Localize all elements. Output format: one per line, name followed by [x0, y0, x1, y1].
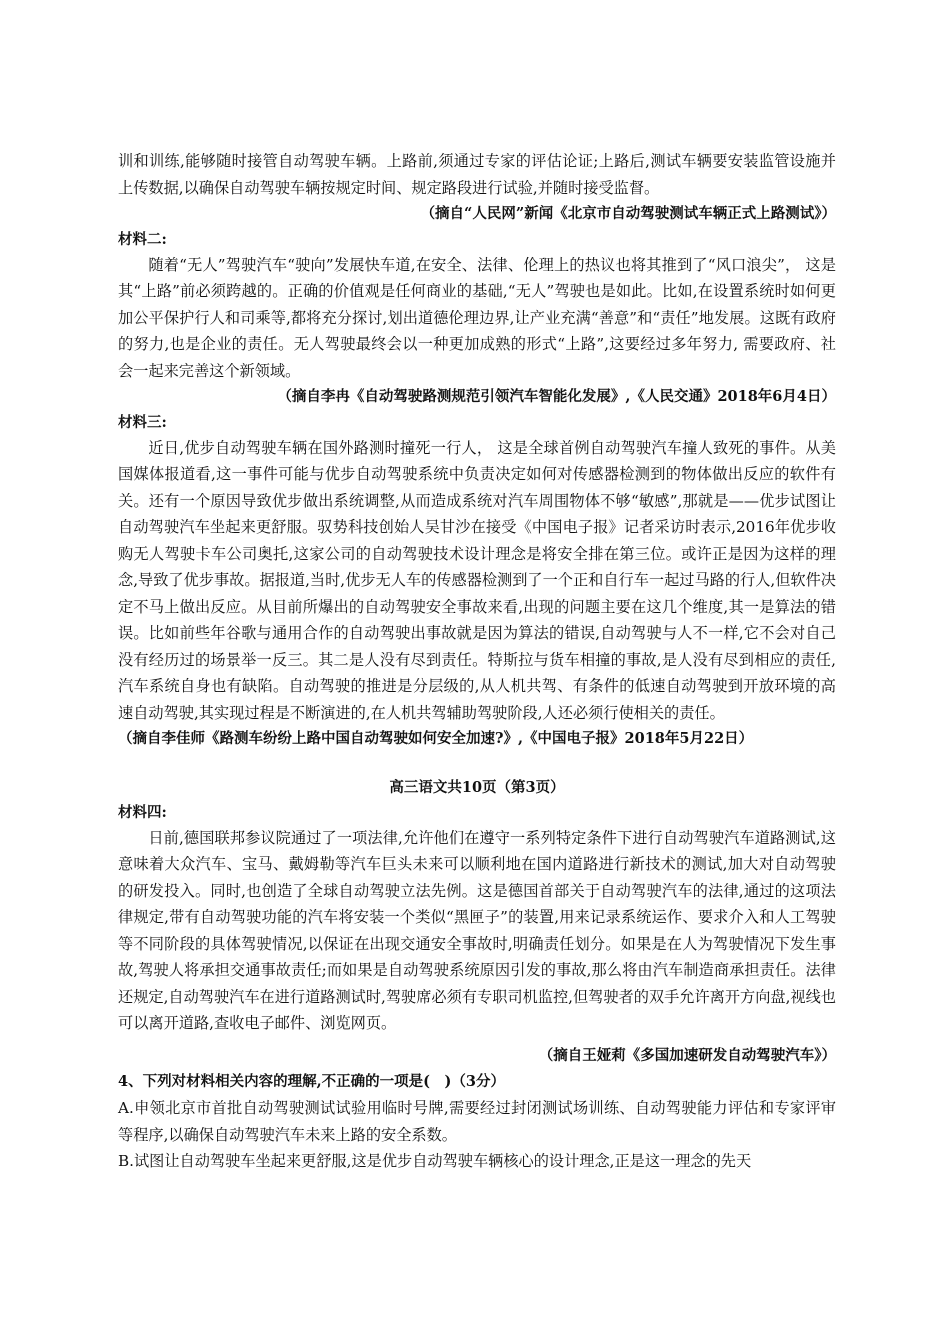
question-title: 4、下列对材料相关内容的理解,不正确的一项是( )（3分）	[118, 1073, 505, 1090]
option-b: B.试图让自动驾驶车坐起来更舒服,这是优步自动驾驶车辆核心的设计理念,正是这一理念的先天	[118, 1152, 752, 1170]
material2-text: 随着“无人”驾驶汽车“驶向”发展快车道,在安全、法律、伦理上的热议也将其推到了“风口浪尖”， 这是其“上路”前必须跨越的。正确的价值观是任何商业的基础,“无人”驾驶也是如此。比如,在设置系统时如何更加公平保护行人和司乘等,都将充分探讨,划出道德伦理边界,让产业充满“善意”和“责任”地发展。这既有政府的努力,也是企业的责任。无人驾驶最终会以一种更加成熟的形式“上路”,这要经过多年努力, 需要政府、社会一起来完善这个新领域。	[118, 255, 836, 380]
option-a: A.申领北京市首批自动驾驶测试试验用临时号牌,需要经过封闭测试场训练、自动驾驶能力评估和专家评审等程序,以确保自动驾驶汽车未来上路的安全系数。	[118, 1099, 836, 1144]
material3-heading: 材料三:	[118, 413, 167, 431]
material3-text: 近日,优步自动驾驶车辆在国外路测时撞死一行人， 这是全球首例自动驾驶汽车撞人致死的事件。从美国媒体报道看,这一事件可能与优步自动驾驶系统中负责决定如何对传感器检测到的物体做出反应的软件有关。还有一个原因导致优步做出系统调整,从而造成系统对汽车周围物体不够“敏感”,那就是——优步试图让自动驾驶汽车坐起来更舒服。驭势科技创始人吴甘沙在接受《中国电子报》记者采访时表示,2016年优步收购无人驾驶卡车公司奥托,这家公司的自动驾驶技术设计理念是将安全排在第三位。或许正是因为这样的理念,导致了优步事故。据报道,当时,优步无人车的传感器检测到了一个正和自行车一起过马路的行人,但软件决定不马上做出反应。从目前所爆出的自动驾驶安全事故来看,出现的问题主要在这几个维度,其一是算法的错误。比如前些年谷歌与通用合作的自动驾驶出事故就是因为算法的错误,自动驾驶与人不一样,它不会对自己没有经历过的场景举一反三。其二是人没有尽到责任。特斯拉与货车相撞的事故,是人没有尽到相应的责任,汽车系统自身也有缺陷。自动驾驶的推进是分层级的,从人机共驾、有条件的低速自动驾驶到开放环境的高速自动驾驶,其实现过程是不断演进的,在人机共驾辅助驾驶阶段,人还必须行使相关的责任。	[118, 438, 836, 722]
material2-source: （摘自李冉《自动驾驶路测规范引领汽车智能化发展》,《人民交通》2018年6月4日）	[277, 388, 836, 405]
intro-text: 训和训练,能够随时接管自动驾驶车辆。上路前,须通过专家的评估论证;上路后,测试车辆要安装监管设施并上传数据,以确保自动驾驶车辆按规定时间、规定路段进行试验,并随时接受监督。	[118, 152, 836, 197]
intro-source: （摘自“人民网”新闻《北京市自动驾驶测试车辆正式上路测试》）	[420, 205, 836, 222]
material3-source: （摘自李佳师《路测车纷纷上路中国自动驾驶如何安全加速?》,《中国电子报》2018年5月22日）	[118, 730, 754, 747]
material2-heading: 材料二:	[118, 230, 167, 248]
page-footer: 高三语文共10页（第3页）	[389, 778, 565, 796]
material4-source: （摘自王娅莉《多国加速研发自动驾驶汽车》）	[538, 1046, 836, 1064]
material4-heading: 材料四:	[118, 803, 167, 821]
material4-text: 日前,德国联邦参议院通过了一项法律,允许他们在遵守一系列特定条件下进行自动驾驶汽车道路测试,这意味着大众汽车、宝马、戴姆勒等汽车巨头未来可以顺利地在国内道路进行新技术的测试,加大对自动驾驶的研发投入。同时,也创造了全球自动驾驶立法先例。这是德国首部关于自动驾驶汽车的法律,通过的这项法律规定,带有自动驾驶功能的汽车将安装一个类似“黑匣子”的装置,用来记录系统运作、要求介入和人工驾驶等不同阶段的具体驾驶情况,以保证在出现交通安全事故时,明确责任划分。如果是在人为驾驶情况下发生事故,驾驶人将承担交通事故责任;而如果是自动驾驶系统原因引发的事故,那么将由汽车制造商承担责任。法律还规定,自动驾驶汽车在进行道路测试时,驾驶席必须有专职司机监控,但驾驶者的双手允许离开方向盘,视线也可以离开道路,查收电子邮件、浏览网页。	[118, 828, 836, 1032]
exam-page	[118, 148, 836, 1175]
